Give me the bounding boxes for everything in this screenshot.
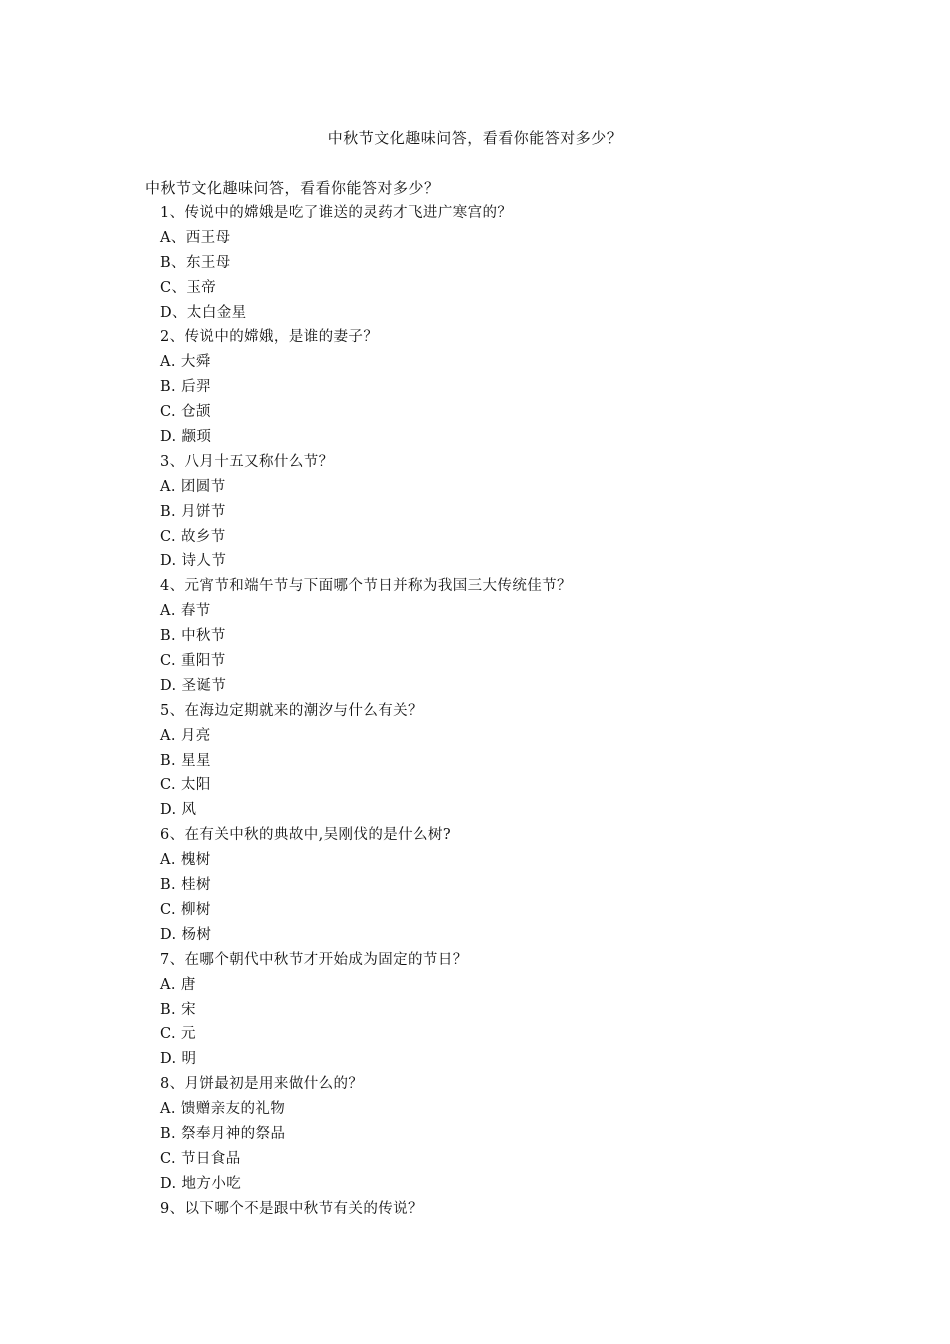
answer-option: B. 祭奉月神的祭品 [160,1125,286,1142]
answer-option: B. 宋 [160,1001,196,1018]
answer-option: A. 唐 [160,976,196,993]
answer-option: C. 柳树 [160,901,211,918]
answer-option: B. 星星 [160,752,211,769]
answer-option: C、玉帝 [160,279,217,296]
answer-option: C. 重阳节 [160,653,226,670]
answer-option: C. 太阳 [160,777,211,794]
answer-option: A. 春节 [160,603,211,620]
question-text: 7、在哪个朝代中秋节才开始成为固定的节日？ [160,951,468,968]
answer-option: D、太白金星 [160,304,247,321]
answer-option: B. 月饼节 [160,503,226,520]
quiz-list [160,203,860,1224]
answer-option: B. 桂树 [160,877,211,894]
answer-option: B. 后羿 [160,379,211,396]
question-text: 3、八月十五又称什么节？ [160,453,334,470]
answer-option: D. 风 [160,802,197,819]
answer-option: D. 明 [160,1051,197,1068]
question-text: 9、以下哪个不是跟中秋节有关的传说？ [160,1200,423,1217]
intro-heading: 中秋节文化趣味问答，看看你能答对多少？ [145,179,440,197]
answer-option: A. 团圆节 [160,478,226,495]
answer-option: C. 元 [160,1026,196,1043]
answer-option: D. 颛顼 [160,429,212,446]
question-text: 1、传说中的嫦娥是吃了谁送的灵药才飞进广寒宫的？ [160,205,513,221]
answer-option: B、东王母 [160,254,231,271]
answer-option: D. 杨树 [160,926,212,943]
question-text: 4、元宵节和端午节与下面哪个节日并称为我国三大传统佳节？ [160,578,572,595]
answer-option: C. 故乡节 [160,528,226,545]
question-text: 6、在有关中秋的典故中,吴刚伐的是什么树? [160,827,452,844]
answer-option: A. 馈赠亲友的礼物 [160,1101,286,1118]
document-title: 中秋节文化趣味问答，看看你能答对多少？ [327,129,623,147]
answer-option: D. 诗人节 [160,553,227,570]
answer-option: A. 大舜 [160,354,211,371]
answer-option: A. 月亮 [160,727,211,744]
answer-option: B. 中秋节 [160,628,226,645]
answer-option: A. 槐树 [160,852,211,869]
answer-option: D. 圣诞节 [160,677,227,694]
question-text: 5、在海边定期就来的潮汐与什么有关？ [160,702,423,719]
answer-option: D. 地方小吃 [160,1175,242,1192]
question-text: 8、月饼最初是用来做什么的？ [160,1076,364,1093]
answer-option: C. 节日食品 [160,1150,241,1167]
answer-option: A、西王母 [160,229,231,246]
answer-option: C. 仓颉 [160,404,211,421]
question-text: 2、传说中的嫦娥，是谁的妻子？ [160,329,379,346]
